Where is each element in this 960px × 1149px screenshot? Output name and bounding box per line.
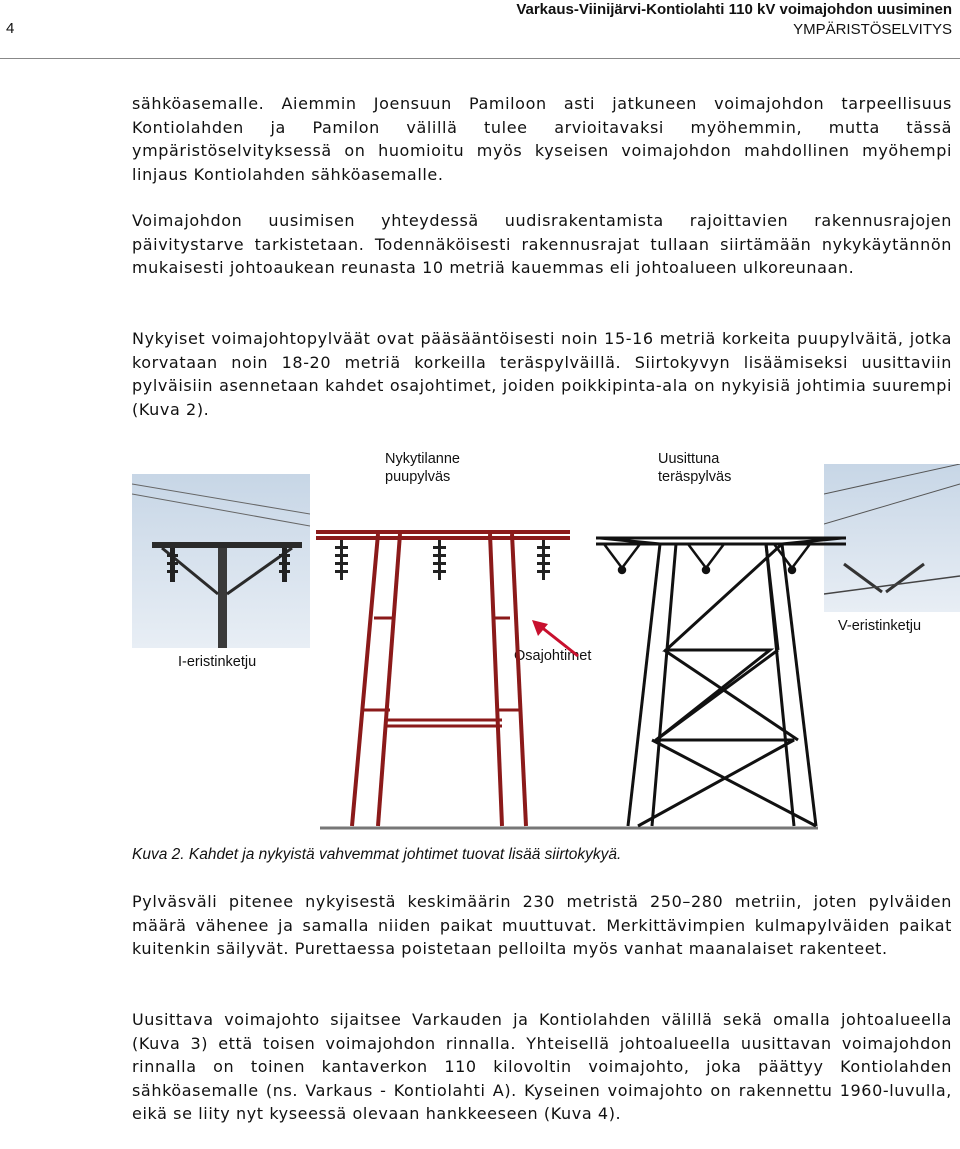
paragraph-3: Nykyiset voimajohtopylväät ovat pääsääntöisesti noin 15-16 metriä korkeita puupylväitä, jotka korvataan noin 18-20 metriä korkeilla teräspylväillä. Siirtokyvyn lisäämiseksi uusittaviin pylväisiin asennetaan kahdet osajohtimet, joiden poikkipinta-ala on nykyisiä johtimia suurempi (Kuva 2). — [132, 329, 952, 419]
label-renewed-line1: Uusittuna — [658, 451, 720, 467]
figure-towers — [130, 440, 960, 840]
document-title: Varkaus-Viinijärvi-Kontiolahti 110 kV voimajohdon uusiminen — [516, 1, 952, 18]
paragraph-5: Uusittava voimajohto sijaitsee Varkauden ja Kontiolahden välillä sekä omalla johtoalueella (Kuva 3) että toisen voimajohdon rinnalla. Yhteisellä johtoalueella uusittavan voimajohdon rinnalla on toinen kantaverkon 110 kilovoltin voimajohto, joka päättyy Kontiolahden sähköasemalle (ns. Varkaus - Kontiolahti A). Kyseinen voimajohto on rakennettu 1960-luvulla, eikä se liity nyt kyseessä olevaan hankkeeseen (Kuva 4). — [132, 1010, 952, 1123]
label-renewed-line2: teräspylväs — [658, 469, 732, 485]
label-v-chain: V-eristinketju — [838, 618, 922, 634]
wood-insulators — [335, 540, 550, 580]
page-header — [516, 0, 952, 40]
label-current-line2: puupylväs — [385, 469, 451, 485]
towers-drawing — [130, 440, 960, 840]
paragraph-2: Voimajohdon uusimisen yhteydessä uudisrakentamista rajoittavien rakennusrajojen päivitystarve tarkistetaan. Todennäköisesti rakennusrajat tullaan siirtämään nykykäytännön mukaisesti johtoaukean reunasta 10 metriä kauemmas eli johtoalueen ulkoreunaan. — [132, 211, 952, 277]
label-i-chain: I-eristinketju — [178, 654, 257, 670]
wood-tower — [316, 532, 570, 826]
header-divider — [0, 58, 960, 59]
label-current-line1: Nykytilanne — [385, 451, 460, 467]
paragraph-1: sähköasemalle. Aiemmin Joensuun Pamiloon asti jatkuneen voimajohdon tarpeellisuus Kontiolahden ja Pamilon välillä tulee arvioitavaksi myöhemmin, mutta tässä ympäristöselvityksessä on huomioitu myös kyseisen voimajohdon mahdollinen myöhempi linjaus Kontiolahden sähköasemalle. — [132, 94, 952, 184]
figure-caption: Kuva 2. Kahdet ja nykyistä vahvemmat johtimet tuovat lisää siirtokykyä. — [132, 846, 622, 863]
document-subtitle: YMPÄRISTÖSELVITYS — [793, 21, 952, 38]
paragraph-4: Pylväsväli pitenee nykyisestä keskimäärin 230 metristä 250–280 metriin, joten pylväiden määrä vähenee ja samalla niiden paikat muuttuvat. Merkittävimpien kulmapylväiden paikat kuitenkin säilyvät. Purettaessa poistetaan pelloilta myös vanhat maanalaiset rakenteet. — [132, 892, 952, 958]
steel-tower — [596, 538, 846, 826]
page-number: 4 — [6, 20, 15, 37]
conductors-arrow — [532, 620, 578, 656]
label-conductors: Osajohtimet — [514, 648, 592, 664]
